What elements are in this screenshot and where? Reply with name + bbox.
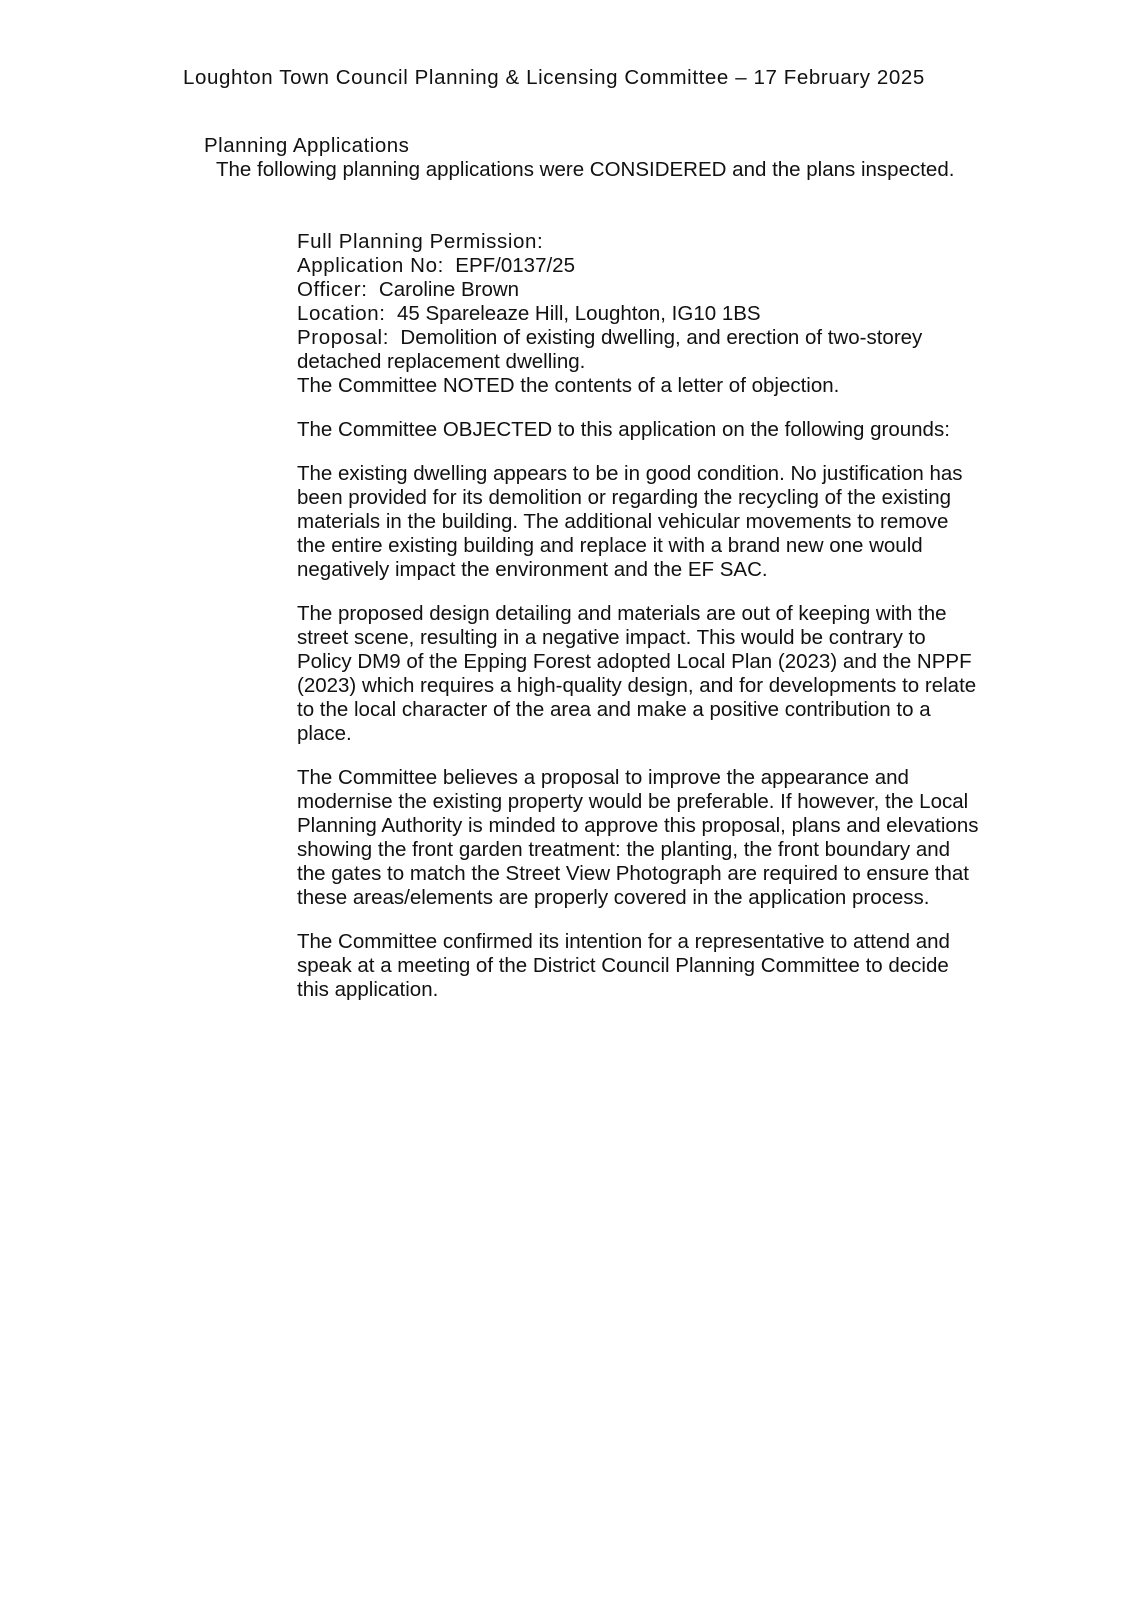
paragraph-line: (2023) which requires a high-quality design, and for developments to relate: [297, 674, 977, 697]
application-number-label: Application No:: [297, 254, 444, 277]
paragraph-line: The existing dwelling appears to be in good condition. No justification has: [297, 462, 963, 485]
location-label: Location:: [297, 302, 386, 325]
location-line: [297, 302, 1017, 326]
representative-statement: [297, 930, 1017, 1002]
paragraph-line: to the local character of the area and make a positive contribution to a: [297, 698, 931, 721]
section-intro: The following planning applications were CONSIDERED and the plans inspected.: [216, 158, 955, 181]
proposal-line: [297, 326, 1017, 350]
paragraph-line: speak at a meeting of the District Council Planning Committee to decide: [297, 954, 949, 977]
paragraph-line: the gates to match the Street View Photograph are required to ensure that: [297, 862, 969, 885]
proposal-text-1: Demolition of existing dwelling, and erection of two-storey: [400, 326, 923, 349]
page-header: Loughton Town Council Planning & Licensing Committee – 17 February 2025: [183, 66, 925, 89]
noted-statement: The Committee NOTED the contents of a letter of objection.: [297, 374, 840, 397]
paragraph-line: The Committee believes a proposal to improve the appearance and: [297, 766, 909, 789]
paragraph-line: street scene, resulting in a negative impact. This would be contrary to: [297, 626, 926, 649]
objection-intro: [297, 418, 1017, 442]
officer-line: [297, 278, 1017, 302]
location-value: 45 Spareleaze Hill, Loughton, IG10 1BS: [397, 302, 761, 325]
committee-recommendation: [297, 766, 1017, 910]
section-heading: Planning Applications: [204, 134, 410, 157]
planning-application: [297, 230, 1017, 1002]
paragraph-line: the entire existing building and replace it with a brand new one would: [297, 534, 923, 557]
objection-ground-condition: [297, 462, 1017, 582]
officer-label: Officer:: [297, 278, 368, 301]
paragraph-line: modernise the existing property would be preferable. If however, the Local: [297, 790, 969, 813]
paragraph-line: showing the front garden treatment: the planting, the front boundary and: [297, 838, 951, 861]
paragraph-line: The Committee confirmed its intention for a representative to attend and: [297, 930, 950, 953]
paragraph-line: Planning Authority is minded to approve this proposal, plans and elevations: [297, 814, 979, 837]
paragraph-line: been provided for its demolition or regarding the recycling of the existing: [297, 486, 952, 509]
application-type: Full Planning Permission:: [297, 230, 544, 253]
paragraph-line: place.: [297, 722, 352, 745]
proposal-label: Proposal:: [297, 326, 390, 349]
proposal-continuation: detached replacement dwelling.: [297, 350, 586, 373]
paragraph-line: these areas/elements are properly covered in the application process.: [297, 886, 930, 909]
paragraph-line: negatively impact the environment and the EF SAC.: [297, 558, 768, 581]
paragraph-line: this application.: [297, 978, 439, 1001]
officer-name: Caroline Brown: [378, 278, 520, 301]
application-number: EPF/0137/25: [455, 254, 575, 277]
paragraph-line: Policy DM9 of the Epping Forest adopted Local Plan (2023) and the NPPF: [297, 650, 972, 673]
paragraph-line: materials in the building. The additional vehicular movements to remove: [297, 510, 949, 533]
paragraph-line: The Committee OBJECTED to this application on the following grounds:: [297, 418, 950, 441]
objection-ground-design: [297, 602, 1017, 746]
paragraph-line: The proposed design detailing and materials are out of keeping with the: [297, 602, 947, 625]
application-number-line: [297, 254, 1017, 278]
